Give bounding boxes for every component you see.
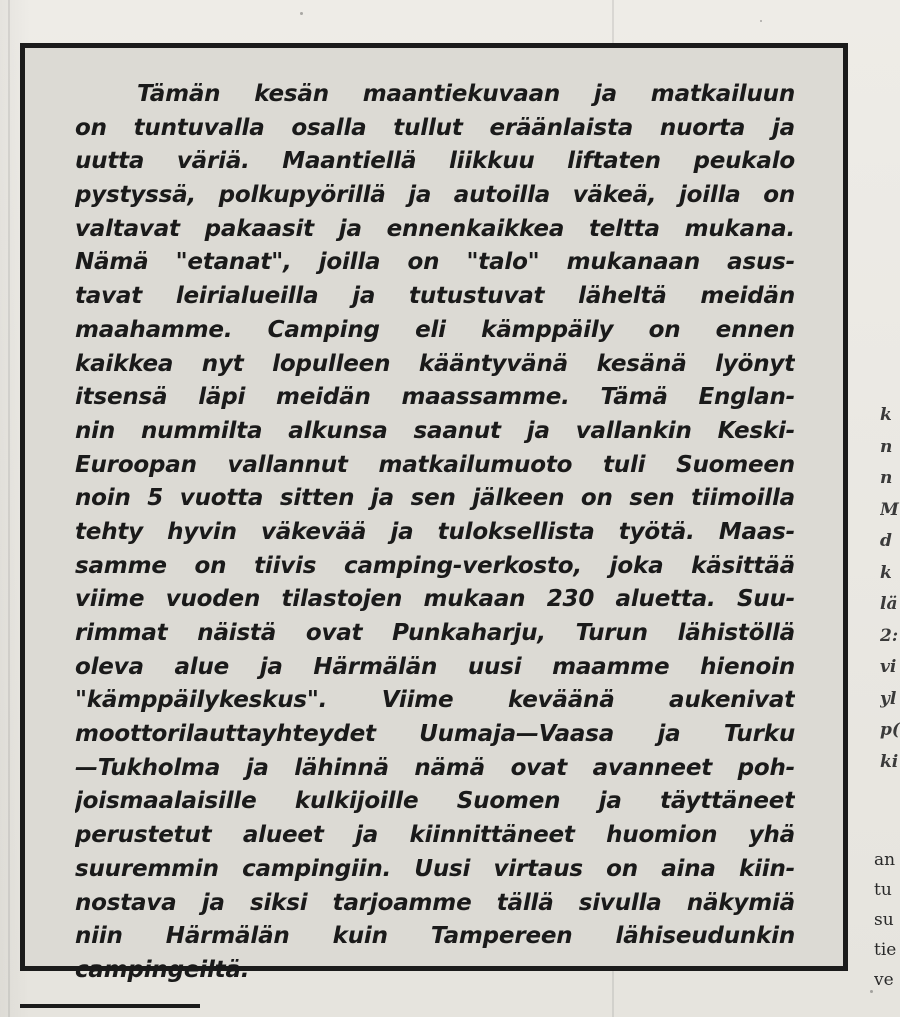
article-line: joismaalaisille kulkijoille Suomen ja täyttäneet (75, 788, 795, 815)
article-line: nin nummilta alkunsa saanut ja vallankin Keski- (75, 417, 795, 444)
article-line: uutta väriä. Maantiellä liikkuu liftaten peukalo (75, 148, 795, 175)
column-fragment-line: ki (880, 751, 899, 772)
column-fragment-line: su (874, 910, 894, 930)
article-line: niin Härmälän kuin Tampereen lähiseudunkin (75, 923, 795, 950)
adjacent-column-fragment (880, 400, 900, 778)
article-line: perustetut alueet ja kiinnittäneet huomion yhä (75, 822, 795, 849)
adjacent-column-fragment-lower (874, 845, 900, 995)
article-line: Euroopan vallannut matkailumuoto tuli Suomeen (75, 451, 795, 478)
column-fragment-line: n (880, 468, 893, 488)
article-line: Nämä "etanat", joilla on "talo" mukanaan asus- (75, 249, 795, 276)
article-line: Tämän kesän maantiekuvaan ja matkailuun (137, 81, 795, 107)
article-line: —Tukholma ja lähinnä nämä ovat avanneet poh- (75, 754, 795, 781)
article-line: itsensä läpi meidän maassamme. Tämä Englan- (75, 384, 795, 411)
column-fragment-line: an (874, 850, 896, 870)
article-line: moottorilauttayhteydet Uumaja—Vaasa ja Turku (75, 721, 795, 748)
ink-speck (760, 20, 762, 22)
column-fragment-line: tie (874, 940, 897, 960)
article-line: valtavat pakaasit ja ennenkaikkea teltta mukana. (75, 215, 795, 242)
article-line: "kämppäilykeskus". Viime keväänä aukenivat (75, 687, 795, 714)
article-line: on tuntuvalla osalla tullut eräänlaista nuorta ja (75, 114, 795, 141)
column-fragment-line: vi (880, 657, 897, 677)
column-fragment-line: yl (880, 688, 897, 709)
article-line: tehty hyvin väkevää ja tuloksellista työtä. Maas- (75, 518, 795, 545)
column-fragment-line: ve (874, 970, 894, 990)
article-line: pystyssä, polkupyörillä ja autoilla väkeä, joilla on (75, 182, 795, 209)
article-line: tavat leirialueilla ja tutustuvat läheltä meidän (75, 283, 795, 310)
ink-speck (300, 12, 303, 15)
article-line: kaikkea nyt lopulleen kääntyvänä kesänä lyönyt (75, 350, 795, 377)
column-fragment-line: d (880, 531, 892, 551)
article-box (20, 43, 848, 983)
article-line: viime vuoden tilastojen mukaan 230 aluetta. Suu- (75, 586, 795, 613)
article-line: rimmat näistä ovat Punkaharju, Turun lähistöllä (75, 620, 795, 646)
column-fragment-line: n (880, 436, 893, 457)
article-line: noin 5 vuotta sitten ja sen jälkeen on sen tiimoilla (75, 485, 795, 512)
column-fragment-line: 2: (880, 625, 899, 646)
ink-speck (870, 990, 873, 993)
article-body (75, 78, 795, 983)
bottom-rule (20, 1004, 200, 1017)
article-line: suuremmin campingiin. Uusi virtaus on aina kiin- (75, 855, 795, 882)
column-fragment-line: lä (880, 594, 898, 614)
article-line: maahamme. Camping eli kämppäily on ennen (75, 316, 795, 343)
column-fragment-line: k (880, 405, 892, 425)
fold-line (8, 0, 10, 1017)
column-fragment-line: p( (880, 720, 900, 740)
column-fragment-line: M (880, 499, 899, 520)
column-fragment-line: tu (874, 880, 892, 900)
column-fragment-line: k (880, 562, 892, 583)
article-line: nostava ja siksi tarjoamme tällä sivulla näkymiä (75, 889, 795, 916)
article-line: campingeiltä. (75, 956, 250, 983)
article-line: samme on tiivis camping-verkosto, joka käsittää (75, 552, 795, 579)
article-line: oleva alue ja Härmälän uusi maamme hienoin (75, 653, 795, 680)
